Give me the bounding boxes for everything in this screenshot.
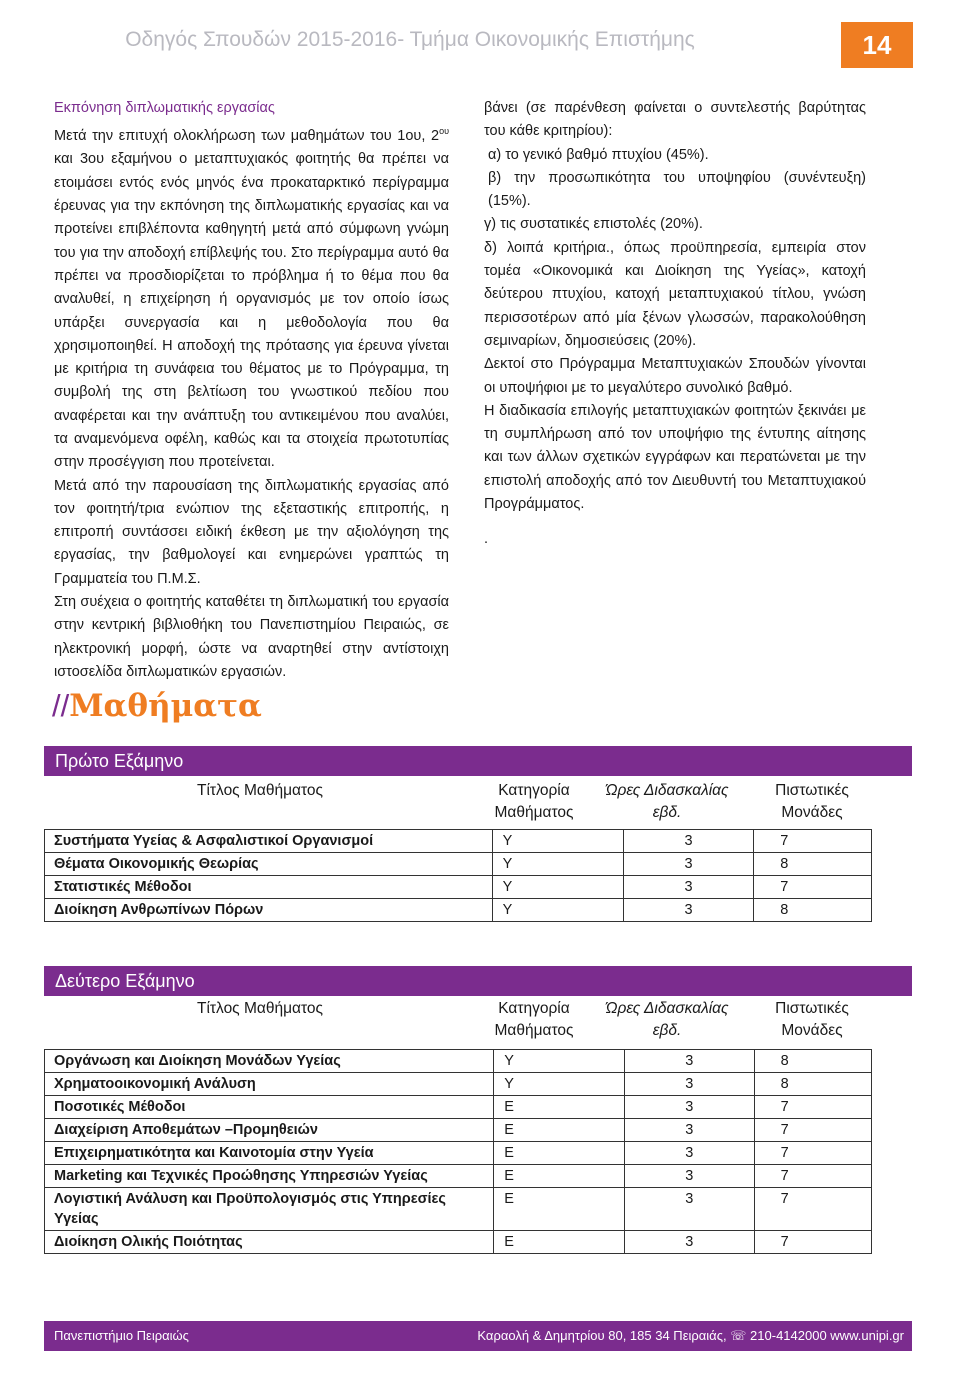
footer-address: Καραολή & Δημητρίου 80, 185 34 Πειραιάς, ☏ 210-4142000 www.unipi.gr xyxy=(477,1328,904,1343)
credits-cell: 7 xyxy=(754,1231,871,1254)
paragraph-1-rest: και 3ου εξαμήνου ο μεταπτυχιακός φοιτητής θα πρέπει να ετοιμάσει εντός ενός μηνός ένα προκαταρκτικό περίγραμμα έρευνας για την εκπόνηση της διπλωματικής εργασίας και να προτείνει επιβλέποντα καθηγητή μετά από σύμφωνη γνώμη του για την αποδοχή επίβλεψής του. Στο περίγραμμα αυτό θα πρέπει να προσδιορίζεται το πρόβλημα ή το θέμα που θα αναλυθεί, η επιχείρηση ή οργανισμός με τον οποίο ίσως υπάρξει συνεργασία και η μεθοδολογία που θα χρησιμοποιηθεί. Η αποδοχή της πρότασης για έρευνα γίνεται με κριτήρια τη συνάφεια του θέματος με το Πρόγραμμα, τη συμβολή της στη βελτίωση του γνωστικού πεδίου που αναφέρεται και την ανάπτυξη του αντικειμένου που αναλύει, τα αναμενόμενα οφέλη, καθώς και τα στοιχεία πρωτοτυπίας στην προσέγγιση που προτείνεται. xyxy=(54,151,449,471)
column-header-category: Κατηγορία Μαθήματος xyxy=(494,782,574,821)
category-cell: Υ xyxy=(492,853,623,876)
footer-university: Πανεπιστήμιο Πειραιώς xyxy=(54,1328,189,1343)
table-row xyxy=(45,899,872,922)
hours-cell: 3 xyxy=(623,876,753,899)
credits-cell: 7 xyxy=(754,1188,871,1231)
paragraph-1 xyxy=(54,120,449,474)
courses-heading-text: Μαθήματα xyxy=(69,688,262,724)
column-header-credits: Πιστωτικές Μονάδες xyxy=(775,782,849,821)
course-name-cell: Θέματα Οικονομικής Θεωρίας xyxy=(45,853,493,876)
paragraph-3: Στη συέχεια ο φοιτητής καταθέτει τη διπλωματική του εργασία στην κεντρική βιβλιοθήκη του Πανεπιστημίου Πειραιώς, σε ηλεκτρονική μορφή, ώστε να αναρτηθεί στην αντίστοιχη ιστοσελίδα διπλωματικών εργασιών. xyxy=(54,594,449,680)
credits-cell: 8 xyxy=(754,1050,871,1073)
column-header-title-2: Τίτλος Μαθήματος xyxy=(197,1000,323,1017)
category-cell: Ε xyxy=(494,1142,625,1165)
admission-text: Δεκτοί στο Πρόγραμμα Μεταπτυχιακών Σπουδών γίνονται οι υποψήφιοι με το μεγαλύτερο συνολικό βαθμό. xyxy=(484,356,866,396)
column-header-category-2: Κατηγορία Μαθήματος xyxy=(494,1000,574,1039)
category-cell: Ε xyxy=(494,1188,625,1231)
page-number: 14 xyxy=(841,22,913,68)
hours-cell: 3 xyxy=(623,830,753,853)
semester-2-table xyxy=(44,1049,872,1254)
table-row xyxy=(45,1231,872,1254)
column-header-hours-2: Ώρες Διδασκαλίας εβδ. xyxy=(605,1000,729,1039)
header-title: Οδηγός Σπουδών 2015-2016- Τμήμα Οικονομικής Επιστήμης xyxy=(125,28,695,51)
course-name-cell: Χρηματοοικονομική Ανάλυση xyxy=(45,1073,494,1096)
table-row xyxy=(45,1073,872,1096)
credits-cell: 7 xyxy=(754,830,872,853)
table-row xyxy=(45,1188,872,1231)
criterion-a: α) το γενικό βαθμό πτυχίου (45%). xyxy=(488,146,709,163)
category-cell: Ε xyxy=(494,1231,625,1254)
hours-cell: 3 xyxy=(625,1165,755,1188)
hours-cell: 3 xyxy=(623,853,753,876)
credits-cell: 8 xyxy=(754,1073,871,1096)
column-header-title: Τίτλος Μαθήματος xyxy=(197,782,323,799)
category-cell: Υ xyxy=(492,876,623,899)
table-row xyxy=(45,1050,872,1073)
paragraph-2: Μετά από την παρουσίαση της διπλωματικής εργασίας από τον φοιτητή/τρια ενώπιον της εξεταστικής επιτροπής, η επιτροπή συντάσσει ειδική έκθεση με την αξιολόγηση της εργασίας, την βαθμολογεί και ενημερώνει γραπτώς τη Γραμματεία του Π.Μ.Σ. xyxy=(54,477,449,587)
hours-cell: 3 xyxy=(625,1096,755,1119)
credits-cell: 7 xyxy=(754,1165,871,1188)
criteria-intro: βάνει (σε παρένθεση φαίνεται ο συντελεστής βαρύτητας του κάθε κριτηρίου): xyxy=(484,100,866,140)
hours-cell: 3 xyxy=(623,899,753,922)
credits-cell: 8 xyxy=(754,899,872,922)
table-row xyxy=(45,876,872,899)
table-row xyxy=(45,1142,872,1165)
category-cell: Υ xyxy=(494,1073,625,1096)
column-header-credits-2: Πιστωτικές Μονάδες xyxy=(775,1000,849,1039)
criterion-d: δ) λοιπά κριτήρια., όπως προϋπηρεσία, εμπειρία στον τομέα «Οικονομικά και Διοίκηση της Υγείας», κατοχή δεύτερου πτυχίου, κατοχή μεταπτυχιακού τίτλου, γνώση περισσοτέρων από μία ξένων γλωσσών, παρακολούθηση σεμιναρίων, δημοσιεύσεις (20%). xyxy=(484,239,866,349)
hours-cell: 3 xyxy=(625,1142,755,1165)
table-row xyxy=(45,1119,872,1142)
hours-cell: 3 xyxy=(625,1231,755,1254)
category-cell: Υ xyxy=(492,899,623,922)
credits-cell: 7 xyxy=(754,1096,871,1119)
slash-decoration: // xyxy=(52,688,70,723)
credits-cell: 7 xyxy=(754,876,872,899)
paragraph-1-start: Μετά την επιτυχή ολοκλήρωση των μαθημάτων του 1ου, 2 xyxy=(54,128,440,145)
credits-cell: 7 xyxy=(754,1119,871,1142)
stray-dot: . xyxy=(484,531,489,548)
hours-cell: 3 xyxy=(625,1188,755,1231)
hours-cell: 3 xyxy=(625,1073,755,1096)
semester-2-bar: Δεύτερο Εξάμηνο xyxy=(44,966,912,996)
semester-1-table xyxy=(44,829,872,922)
semester-1-bar: Πρώτο Εξάμηνο xyxy=(44,746,912,776)
category-cell: Ε xyxy=(494,1119,625,1142)
selection-process-text: Η διαδικασία επιλογής μεταπτυχιακών φοιτητών ξεκινάει με τη συμπλήρωση από τον υποψήφιο της έντυπης αίτησης και των άλλων σχετικών εγγράφων και περατώνεται με την επιστολή αποδοχής από τον Διευθυντή του Μεταπτυχιακού Προγράμματος. xyxy=(484,402,866,513)
superscript: ου xyxy=(439,126,449,137)
category-cell: Υ xyxy=(494,1050,625,1073)
left-column xyxy=(54,97,449,684)
section-title: Εκπόνηση διπλωματικής εργασίας xyxy=(54,100,275,116)
course-name-cell: Στατιστικές Μέθοδοι xyxy=(45,876,493,899)
course-name-cell: Διοίκηση Ολικής Ποιότητας xyxy=(45,1231,494,1254)
hours-cell: 3 xyxy=(625,1050,755,1073)
category-cell: Υ xyxy=(492,830,623,853)
course-name-cell: Συστήματα Υγείας & Ασφαλιστικοί Οργανισμοί xyxy=(45,830,493,853)
table-row xyxy=(45,853,872,876)
right-column xyxy=(484,97,866,552)
column-header-hours: Ώρες Διδασκαλίας εβδ. xyxy=(605,782,729,821)
credits-cell: 8 xyxy=(754,853,872,876)
course-name-cell: Διοίκηση Ανθρωπίνων Πόρων xyxy=(45,899,493,922)
course-name-cell: Λογιστική Ανάλυση και Προϋπολογισμός στις Υπηρεσίες Υγείας xyxy=(45,1188,494,1231)
criterion-c: γ) τις συστατικές επιστολές (20%). xyxy=(484,216,703,233)
table-row xyxy=(45,1096,872,1119)
table-row xyxy=(45,830,872,853)
course-name-cell: Marketing και Τεχνικές Προώθησης Υπηρεσιών Υγείας xyxy=(45,1165,494,1188)
course-name-cell: Επιχειρηματικότητα και Καινοτομία στην Υγεία xyxy=(45,1142,494,1165)
course-name-cell: Ποσοτικές Μέθοδοι xyxy=(45,1096,494,1119)
footer-bar xyxy=(44,1321,912,1351)
category-cell: Ε xyxy=(494,1165,625,1188)
course-name-cell: Οργάνωση και Διοίκηση Μονάδων Υγείας xyxy=(45,1050,494,1073)
criterion-b: β) την προσωπικότητα του υποψηφίου (συνέντευξη) (15%). xyxy=(488,169,866,210)
hours-cell: 3 xyxy=(625,1119,755,1142)
course-name-cell: Διαχείριση Αποθεμάτων –Προμηθειών xyxy=(45,1119,494,1142)
category-cell: Ε xyxy=(494,1096,625,1119)
courses-heading xyxy=(52,688,262,724)
table-row xyxy=(45,1165,872,1188)
credits-cell: 7 xyxy=(754,1142,871,1165)
